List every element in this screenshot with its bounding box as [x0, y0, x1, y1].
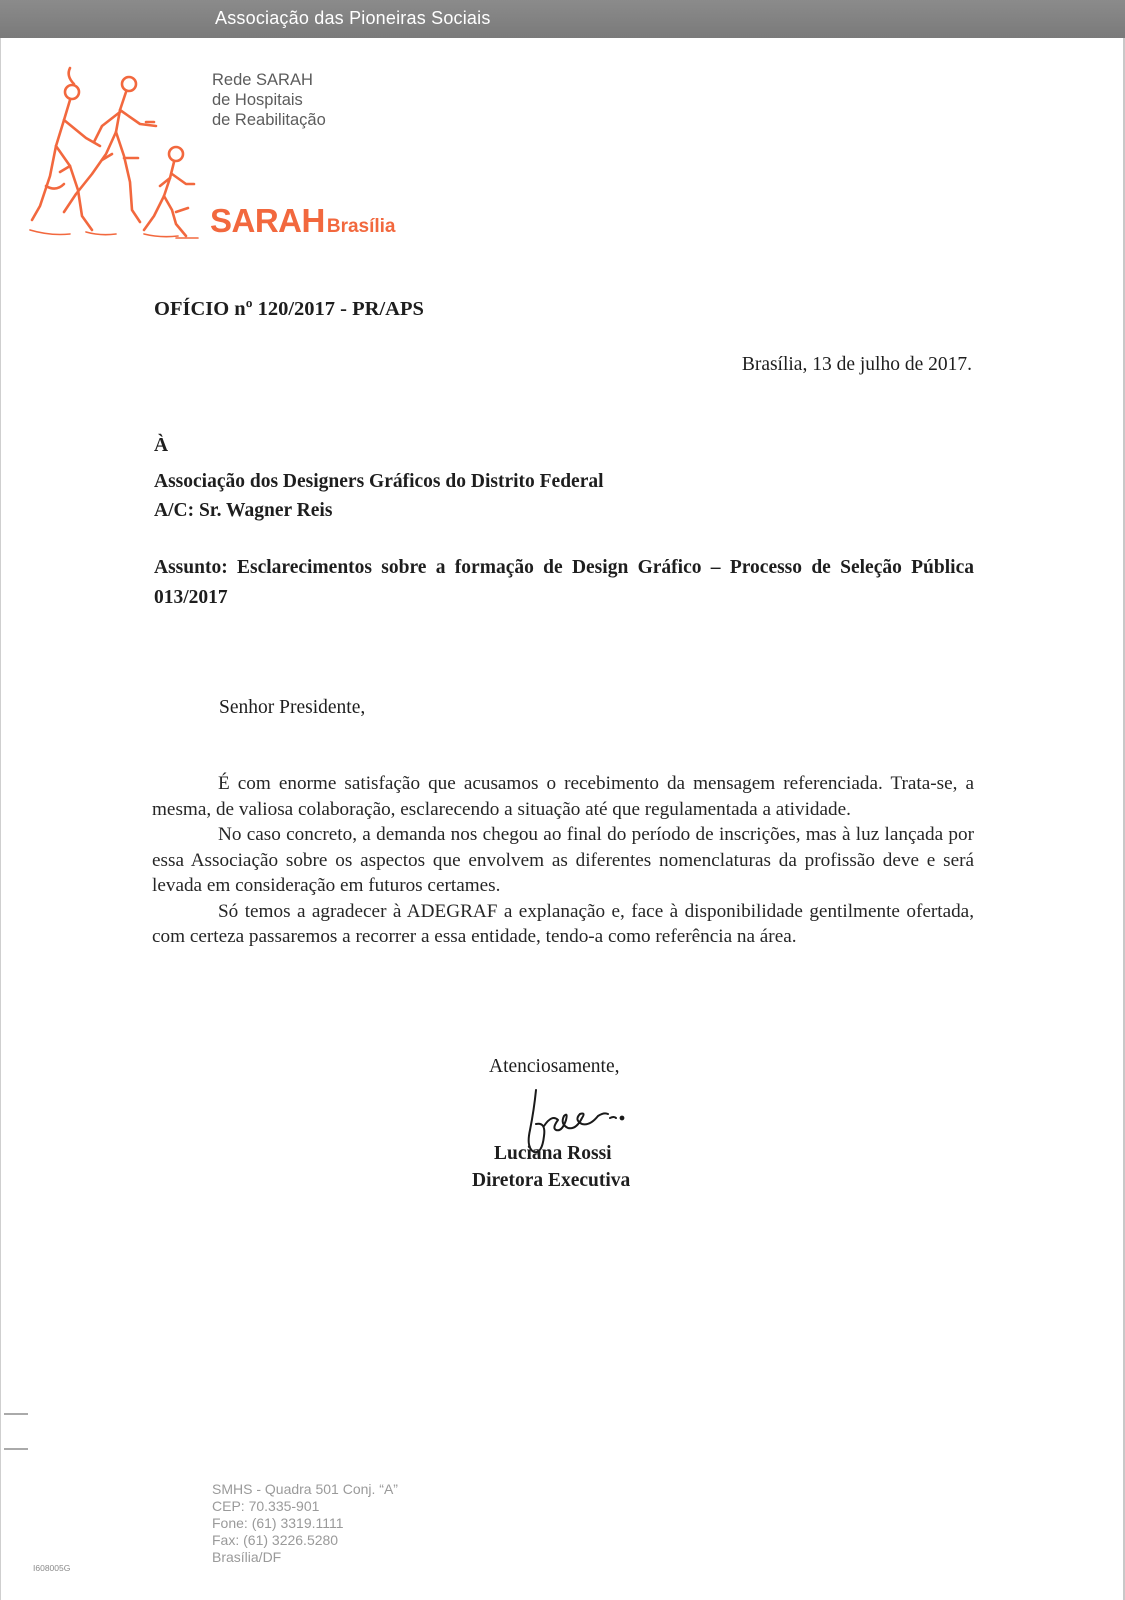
address-line: Fax: (61) 3226.5280	[212, 1532, 339, 1548]
letter-date: Brasília, 13 de julho de 2017.	[741, 354, 972, 375]
address-line: Fone: (61) 3319.1111	[212, 1515, 344, 1531]
address-line: Brasília/DF	[212, 1549, 282, 1565]
body-paragraph: É com enorme satisfação que acusamos o recebimento da mensagem referenciada. Trata-se, a mesma, de valiosa colaboração, esclarecendo a situação até que regulamentada a atividade.	[152, 773, 974, 820]
address-line: CEP: 70.335-901	[212, 1498, 320, 1514]
signer-title: Diretora Executiva	[472, 1170, 631, 1191]
margin-fold-marks	[0, 1412, 30, 1462]
document-reference: OFÍCIO nº 120/2017 - PR/APS	[154, 298, 424, 320]
letter-subject: Assunto: Esclarecimentos sobre a formação de Design Gráfico – Processo de Seleção Pública 013/2017	[154, 557, 974, 608]
network-line: de Hospitais	[212, 91, 303, 109]
recipient-block	[154, 467, 604, 525]
body-paragraph: No caso concreto, a demanda nos chegou ao final do período de inscrições, mas à luz lançada por essa Associação sobre os aspectos que envolvem as diferentes nomenclaturas da profissão deve e será levada em consideração em futuros certames.	[152, 824, 974, 896]
organization-name: Associação das Pioneiras Sociais	[215, 8, 491, 28]
header-band	[0, 0, 1125, 38]
footer-address	[212, 1481, 398, 1566]
brand-city: Brasília	[326, 216, 396, 237]
network-line: Rede SARAH	[212, 71, 313, 89]
address-line: SMHS - Quadra 501 Conj. “A”	[212, 1481, 398, 1497]
network-name	[212, 70, 326, 130]
brand-wordmark	[210, 202, 396, 240]
page-edge-left	[0, 0, 1, 1600]
walking-figures-logo-icon	[26, 62, 206, 244]
salutation: Senhor Presidente,	[219, 697, 366, 718]
brand-name: SARAH	[210, 202, 325, 239]
letter-body	[152, 771, 974, 950]
signer-name: Luciana Rossi	[494, 1143, 612, 1164]
recipient-attention: A/C: Sr. Wagner Reis	[154, 500, 333, 521]
body-paragraph: Só temos a agradecer à ADEGRAF a explanação e, face à disponibilidade gentilmente ofertada, com certeza passaremos a recorrer a essa entidade, tendo-a como referência na área.	[152, 900, 974, 947]
recipient-organization: Associação dos Designers Gráficos do Distrito Federal	[154, 471, 604, 492]
closing: Atenciosamente,	[489, 1056, 620, 1077]
form-code: I608005G	[33, 1563, 71, 1573]
recipient-prefix: À	[154, 435, 169, 456]
network-line: de Reabilitação	[212, 111, 326, 129]
